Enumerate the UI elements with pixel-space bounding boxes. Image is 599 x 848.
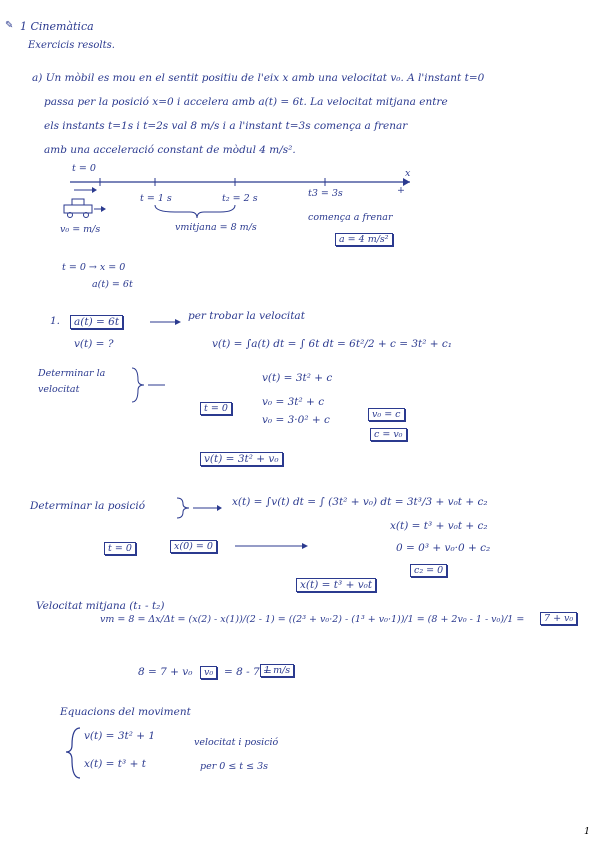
v0-box: v₀ (200, 666, 217, 679)
timeline-t1: t = 1 s (140, 193, 172, 204)
problem-line-1: a) Un mòbil es mou en el sentit positiu de l'eix x amb una velocitat v₀. A l'instant t=0 (32, 72, 485, 84)
v0-label: v₀ = m/s (60, 224, 101, 235)
arrow-note: per trobar la velocitat (188, 310, 305, 322)
vmitjana-label: vmitjana = 8 m/s (175, 222, 257, 233)
timeline-plus: + (397, 185, 405, 196)
v0-equation-2: v₀ = 3·0² + c (262, 414, 330, 426)
timeline-t3: t3 = 3s (308, 188, 343, 199)
c-equals-v0-box: c = v₀ (370, 428, 407, 441)
part1-number: 1. (50, 315, 61, 327)
velocity-general: v(t) = 3t² + c (262, 372, 333, 384)
v0-solve-equation: 8 = 7 + v₀ (138, 666, 193, 678)
motion-equations-title: Equacions del moviment (60, 706, 191, 718)
problem-line-2: passa per la posició x=0 i accelera amb a(t) = 6t. La velocitat mitjana entre (44, 96, 448, 108)
svg-text:✎: ✎ (5, 20, 14, 31)
page-number: 1 (584, 826, 591, 837)
equations-note-1: velocitat i posició (194, 737, 279, 748)
c2-box: c₂ = 0 (410, 564, 447, 577)
v0-solve-step: = 8 - 7 = (224, 666, 272, 678)
problem-line-3: els instants t=1s i t=2s val 8 m/s i a l'instant t=3s comença a frenar (44, 120, 408, 132)
velocity-equation: v(t) = 3t² + 1 (84, 730, 156, 742)
zero-equation: 0 = 0³ + v₀·0 + c₂ (396, 542, 491, 554)
problem-line-4: amb una acceleració constant de mòdul 4 m/s². (44, 144, 296, 156)
velocity-integral: v(t) = ∫a(t) dt = ∫ 6t dt = 6t²/2 + c = 3t² + c₁ (212, 338, 452, 350)
v0-value-box: 1 m/s (260, 664, 294, 677)
determine-velocity-label-2: velocitat (38, 384, 80, 395)
accel-box: a = 4 m/s² (335, 233, 393, 246)
section-subtitle: Exercicis resolts. (28, 40, 115, 51)
x0-box: x(0) = 0 (170, 540, 217, 553)
t0-box-2: t = 0 (104, 542, 136, 555)
v0-equals-c-box: v₀ = c (368, 408, 405, 421)
v0-equation: v₀ = 3t² + c (262, 396, 325, 408)
timeline-t0: t = 0 (72, 163, 96, 174)
velocity-unknown: v(t) = ? (74, 338, 114, 350)
velocity-final-box: v(t) = 3t² + v₀ (200, 452, 283, 466)
mean-velocity-title: Velocitat mitjana (t₁ - t₂) (36, 600, 165, 612)
timeline-t2: t₂ = 2 s (222, 193, 258, 204)
initial-condition-2: a(t) = 6t (92, 279, 133, 290)
accel-given-box: a(t) = 6t (70, 315, 123, 329)
position-general: x(t) = t³ + v₀t + c₂ (390, 520, 488, 532)
position-final-box: x(t) = t³ + v₀t (296, 578, 376, 592)
mean-velocity-equation: vm = 8 = Δx/Δt = (x(2) - x(1))/(2 - 1) = ((2³ + v₀·2) - (1³ + v₀·1))/1 = (8 + 2v₀ - 1 - v₀)/1 = (100, 614, 525, 625)
section-title: 1 Cinemàtica (20, 20, 94, 33)
timeline-x-axis: x (405, 168, 411, 179)
position-equation: x(t) = t³ + t (84, 758, 146, 770)
determine-position-label: Determinar la posició (30, 500, 146, 512)
mean-velocity-result-box: 7 + v₀ (540, 612, 577, 625)
frenar-label: comença a frenar (308, 212, 393, 223)
determine-velocity-label-1: Determinar la (38, 368, 106, 379)
initial-condition-1: t = 0 → x = 0 (62, 262, 126, 273)
t0-box: t = 0 (200, 402, 232, 415)
equations-note-2: per 0 ≤ t ≤ 3s (200, 761, 269, 772)
position-integral: x(t) = ∫v(t) dt = ∫ (3t² + v₀) dt = 3t³/3 + v₀t + c₂ (232, 496, 488, 508)
